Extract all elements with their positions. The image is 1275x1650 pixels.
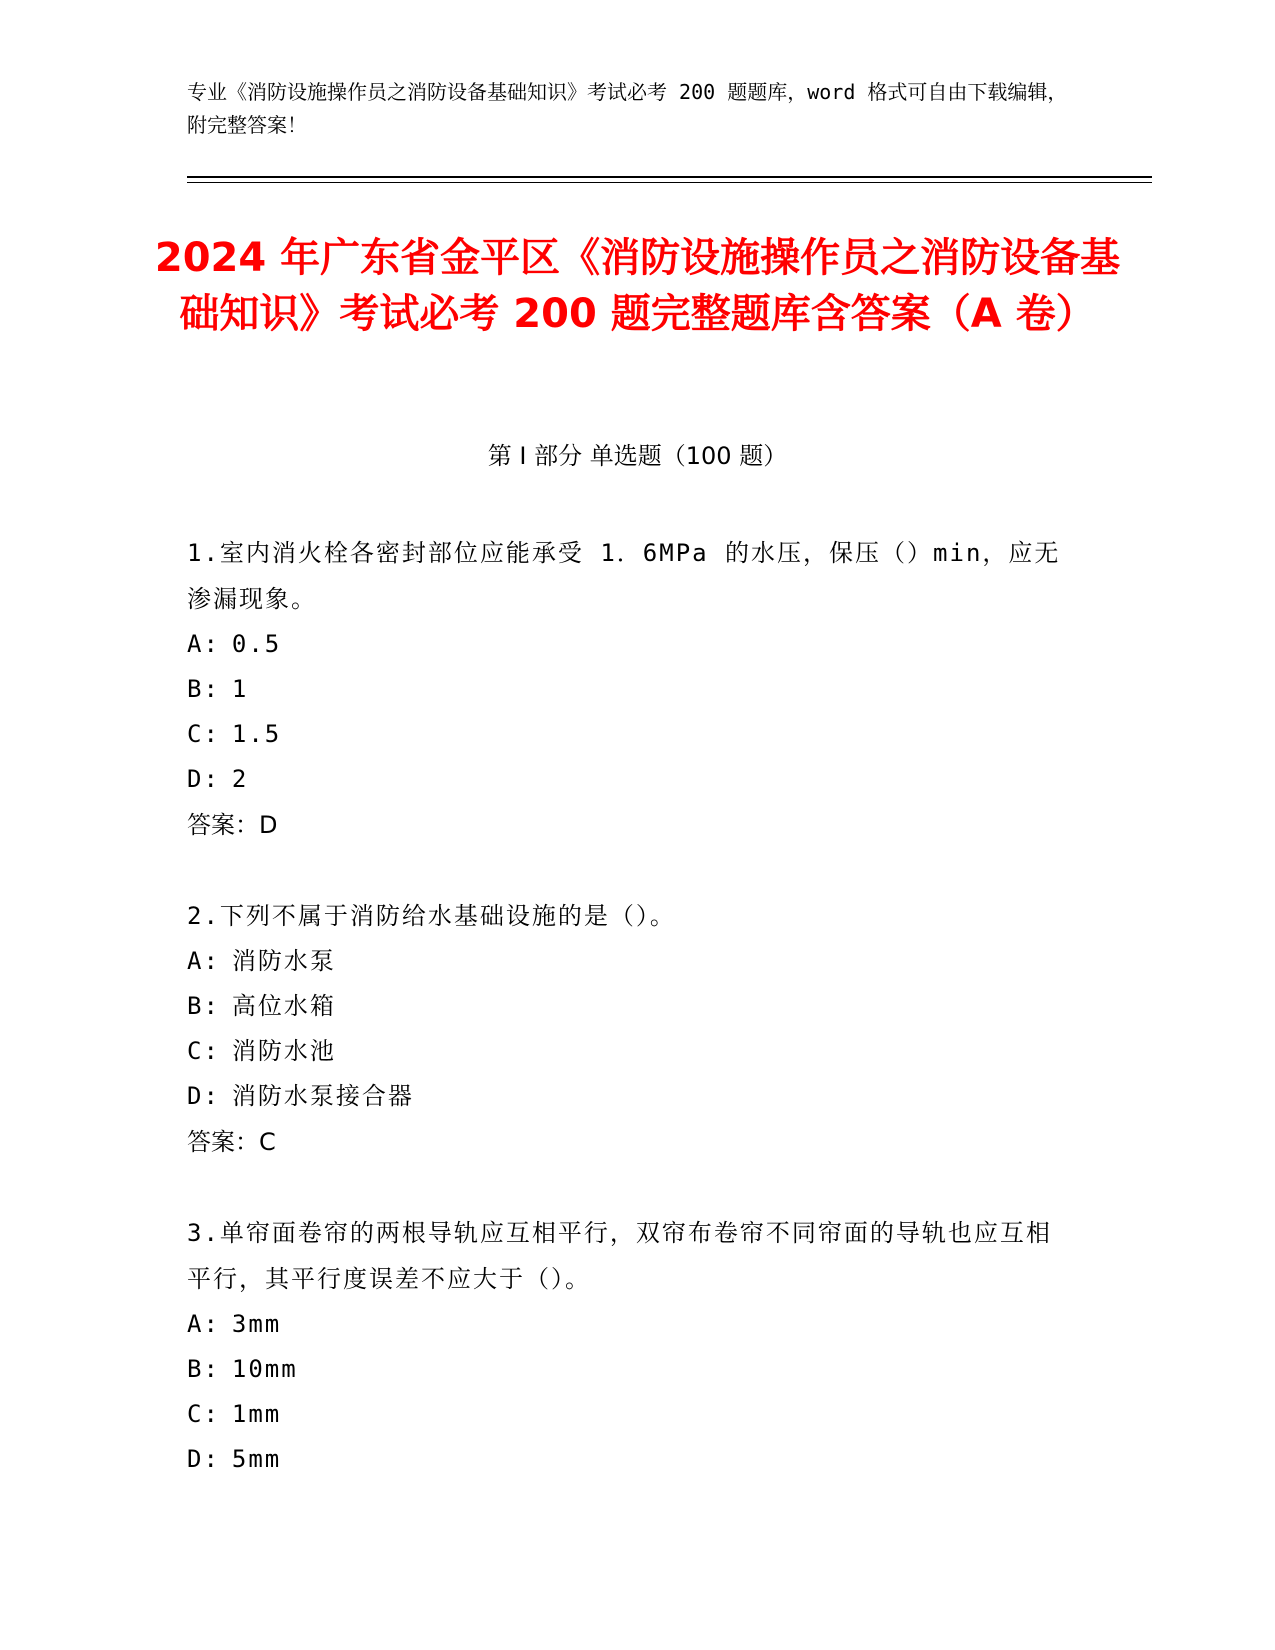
option-text: 2 — [231, 765, 249, 793]
option-label: D: — [187, 1082, 220, 1110]
option-d — [187, 1437, 1067, 1482]
option-c — [187, 1392, 1067, 1437]
option-b — [187, 984, 1067, 1029]
question-stem: 3.单帘面卷帘的两根导轨应互相平行，双帘布卷帘不同帘面的导轨也应互相平行，其平行度误差不应大于（）。 — [187, 1219, 1052, 1293]
question-stem: 1.室内消火栓各密封部位应能承受 1．6MPa 的水压，保压（）min，应无渗漏现象。 — [187, 539, 1061, 613]
question-2 — [187, 893, 1067, 1165]
option-label: B: — [187, 675, 220, 703]
option-text: 1 — [231, 675, 249, 703]
question-stem: 2.下列不属于消防给水基础设施的是（）。 — [187, 902, 676, 930]
option-label: B: — [187, 1355, 220, 1383]
question-1 — [187, 530, 1067, 848]
option-label: A: — [187, 630, 220, 658]
option-label: C: — [187, 1037, 220, 1065]
option-text: 3mm — [231, 1310, 282, 1338]
question-list — [187, 530, 1067, 1527]
question-answer: 答案：C — [187, 1128, 276, 1156]
option-c — [187, 1029, 1067, 1074]
option-label: C: — [187, 1400, 220, 1428]
option-c — [187, 712, 1067, 757]
option-b — [187, 667, 1067, 712]
header-rule-thin — [187, 182, 1152, 183]
document-title: 2024 年广东省金平区《消防设施操作员之消防设备基础知识》考试必考 200 题完整题库含答案（A 卷） — [154, 235, 1121, 337]
option-text: 0.5 — [231, 630, 282, 658]
option-label: B: — [187, 992, 220, 1020]
option-b — [187, 1347, 1067, 1392]
option-text: 10mm — [231, 1355, 298, 1383]
option-d — [187, 757, 1067, 802]
question-3 — [187, 1210, 1067, 1482]
option-label: A: — [187, 947, 220, 975]
option-a — [187, 622, 1067, 667]
option-text: 高位水箱 — [231, 992, 336, 1020]
question-answer: 答案：D — [187, 811, 278, 839]
option-text: 1mm — [231, 1400, 282, 1428]
option-label: D: — [187, 765, 220, 793]
option-text: 消防水泵接合器 — [231, 1082, 414, 1110]
option-a — [187, 939, 1067, 984]
header-rule-thick — [187, 176, 1152, 178]
option-d — [187, 1074, 1067, 1119]
option-label: D: — [187, 1445, 220, 1473]
option-text: 消防水池 — [231, 1037, 336, 1065]
option-a — [187, 1302, 1067, 1347]
option-text: 消防水泵 — [231, 947, 336, 975]
section-title: 第 I 部分 单选题（100 题） — [487, 442, 788, 470]
option-label: C: — [187, 720, 220, 748]
option-text: 1.5 — [231, 720, 282, 748]
header-note: 专业《消防设施操作员之消防设备基础知识》考试必考 200 题题库，word 格式可自由下载编辑，附完整答案！ — [187, 80, 1068, 137]
option-label: A: — [187, 1310, 220, 1338]
option-text: 5mm — [231, 1445, 282, 1473]
